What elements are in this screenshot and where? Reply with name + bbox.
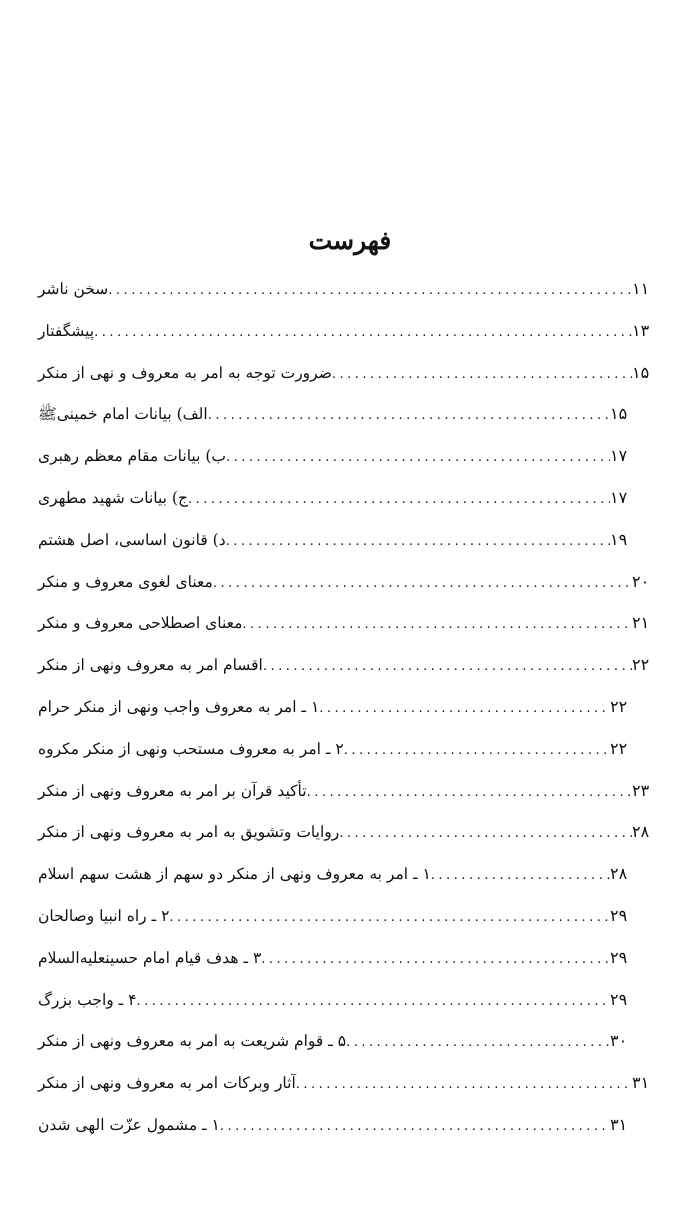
toc-entry-text: ۲ ـ راه انبیا وصالحان (38, 906, 170, 925)
toc-entry-page: ۳۱ (610, 1114, 628, 1134)
toc-entry-text: ب) بیانات مقام معظم رهبری (38, 447, 226, 466)
toc-entry-text: الف) بیانات امام خمینیﷺ (38, 405, 208, 424)
toc-entry-text: آثار وبرکات امر به معروف ونهی از منکر (38, 1074, 296, 1093)
toc-entry-text: اقسام امر به معروف ونهی از منکر (38, 656, 263, 675)
toc-entry-page: ۲۹ (610, 989, 628, 1009)
toc-entry-text: ۳ ـ هدف قیام امام حسینعليه‌السلام (38, 948, 262, 967)
toc-entry (34, 1020, 666, 1062)
toc-entry-text: روایات وتشویق به امر به معروف ونهی از منکر (38, 823, 340, 842)
leader-dots (296, 1064, 632, 1104)
toc-entry-page: ۲۹ (610, 947, 628, 967)
toc-entry-text: ۵ ـ قوام شریعت به امر به معروف ونهی از منکر (38, 1032, 347, 1051)
toc-title: فهرست (308, 226, 392, 255)
leader-dots (213, 563, 632, 603)
leader-dots (220, 1106, 610, 1146)
toc-entry-page: ۲۲ (632, 655, 650, 675)
leader-dots (208, 395, 610, 435)
table-of-contents (34, 268, 666, 1146)
toc-entry-text: د) قانون اساسی، اصل هشتم (38, 530, 226, 549)
toc-entry (34, 644, 666, 686)
toc-entry-page: ۲۱ (632, 613, 650, 633)
toc-entry-page: ۲۲ (610, 696, 628, 716)
toc-entry (34, 895, 666, 937)
toc-entry (34, 1104, 666, 1146)
toc-entry (34, 435, 666, 477)
toc-entry-page: ۲۰ (632, 571, 650, 591)
toc-entry-page: ۳۱ (632, 1073, 650, 1093)
leader-dots (242, 604, 632, 644)
toc-entry-page: ۳۰ (610, 1031, 628, 1051)
toc-entry-text: ۱ ـ مشمول عزّت الهی شدن (38, 1115, 220, 1134)
toc-entry (34, 770, 666, 812)
toc-entry (34, 728, 666, 770)
toc-entry-page: ۱۷ (610, 487, 628, 507)
toc-entry (34, 477, 666, 519)
toc-entry-page: ۱۵ (610, 404, 628, 424)
toc-entry-page: ۲۸ (610, 864, 628, 884)
leader-dots (339, 813, 632, 853)
leader-dots (431, 855, 610, 895)
toc-entry-text: پیشگفتار (38, 321, 95, 340)
toc-entry (34, 602, 666, 644)
toc-entry-text: تأکید قرآن بر امر به معروف ونهی از منکر (38, 781, 307, 800)
toc-entry (34, 561, 666, 603)
leader-dots (263, 646, 632, 686)
toc-entry-page: ۱۱ (632, 279, 650, 298)
toc-entry-text: ۲ ـ امر به معروف مستحب ونهی از منکر مکروه (38, 739, 344, 758)
toc-entry-text: ۴ ـ واجب بزرگ (38, 990, 137, 1009)
leader-dots (169, 897, 610, 937)
toc-entry-text: ج) بیانات شهید مطهری (38, 488, 188, 507)
leader-dots (226, 437, 610, 477)
toc-entry-text: معنای اصطلاحی معروف و منکر (38, 614, 243, 633)
leader-dots (108, 270, 632, 310)
toc-entry-page: ۲۹ (610, 905, 628, 925)
leader-dots (332, 354, 632, 394)
toc-entry (34, 979, 666, 1021)
leader-dots (319, 688, 610, 728)
toc-entry (34, 686, 666, 728)
toc-entry (34, 352, 666, 394)
toc-entry-text: معنای لغوی معروف و منکر (38, 572, 213, 591)
toc-entry (34, 1062, 666, 1104)
leader-dots (188, 479, 610, 519)
toc-entry-text: ۱ ـ امر به معروف ونهی از منکر دو سهم از هشت سهم اسلام (38, 865, 431, 884)
toc-entry-page: ۱۳ (632, 320, 650, 340)
leader-dots (344, 730, 610, 770)
toc-entry (34, 937, 666, 979)
toc-entry-text: سخن ناشر (38, 280, 109, 298)
toc-entry-page: ۲۲ (610, 738, 628, 758)
toc-entry (34, 519, 666, 561)
toc-entry (34, 811, 666, 853)
leader-dots (261, 939, 610, 979)
toc-entry (34, 310, 666, 352)
toc-entry-page: ۱۵ (632, 362, 650, 382)
toc-entry-text: ۱ ـ امر به معروف واجب ونهی از منکر حرام (38, 697, 320, 716)
toc-entry-page: ۱۷ (610, 446, 628, 466)
toc-entry-page: ۲۳ (632, 780, 650, 800)
leader-dots (346, 1022, 610, 1062)
leader-dots (94, 312, 632, 352)
toc-entry (34, 268, 666, 310)
leader-dots (136, 981, 610, 1021)
toc-entry-text: ضرورت توجه به امر به معروف و نهی از منکر (38, 363, 332, 382)
toc-entry (34, 853, 666, 895)
toc-entry-page: ۲۸ (632, 822, 650, 842)
leader-dots (226, 521, 610, 561)
toc-entry-page: ۱۹ (610, 529, 628, 549)
leader-dots (307, 772, 632, 812)
toc-entry (34, 393, 666, 435)
